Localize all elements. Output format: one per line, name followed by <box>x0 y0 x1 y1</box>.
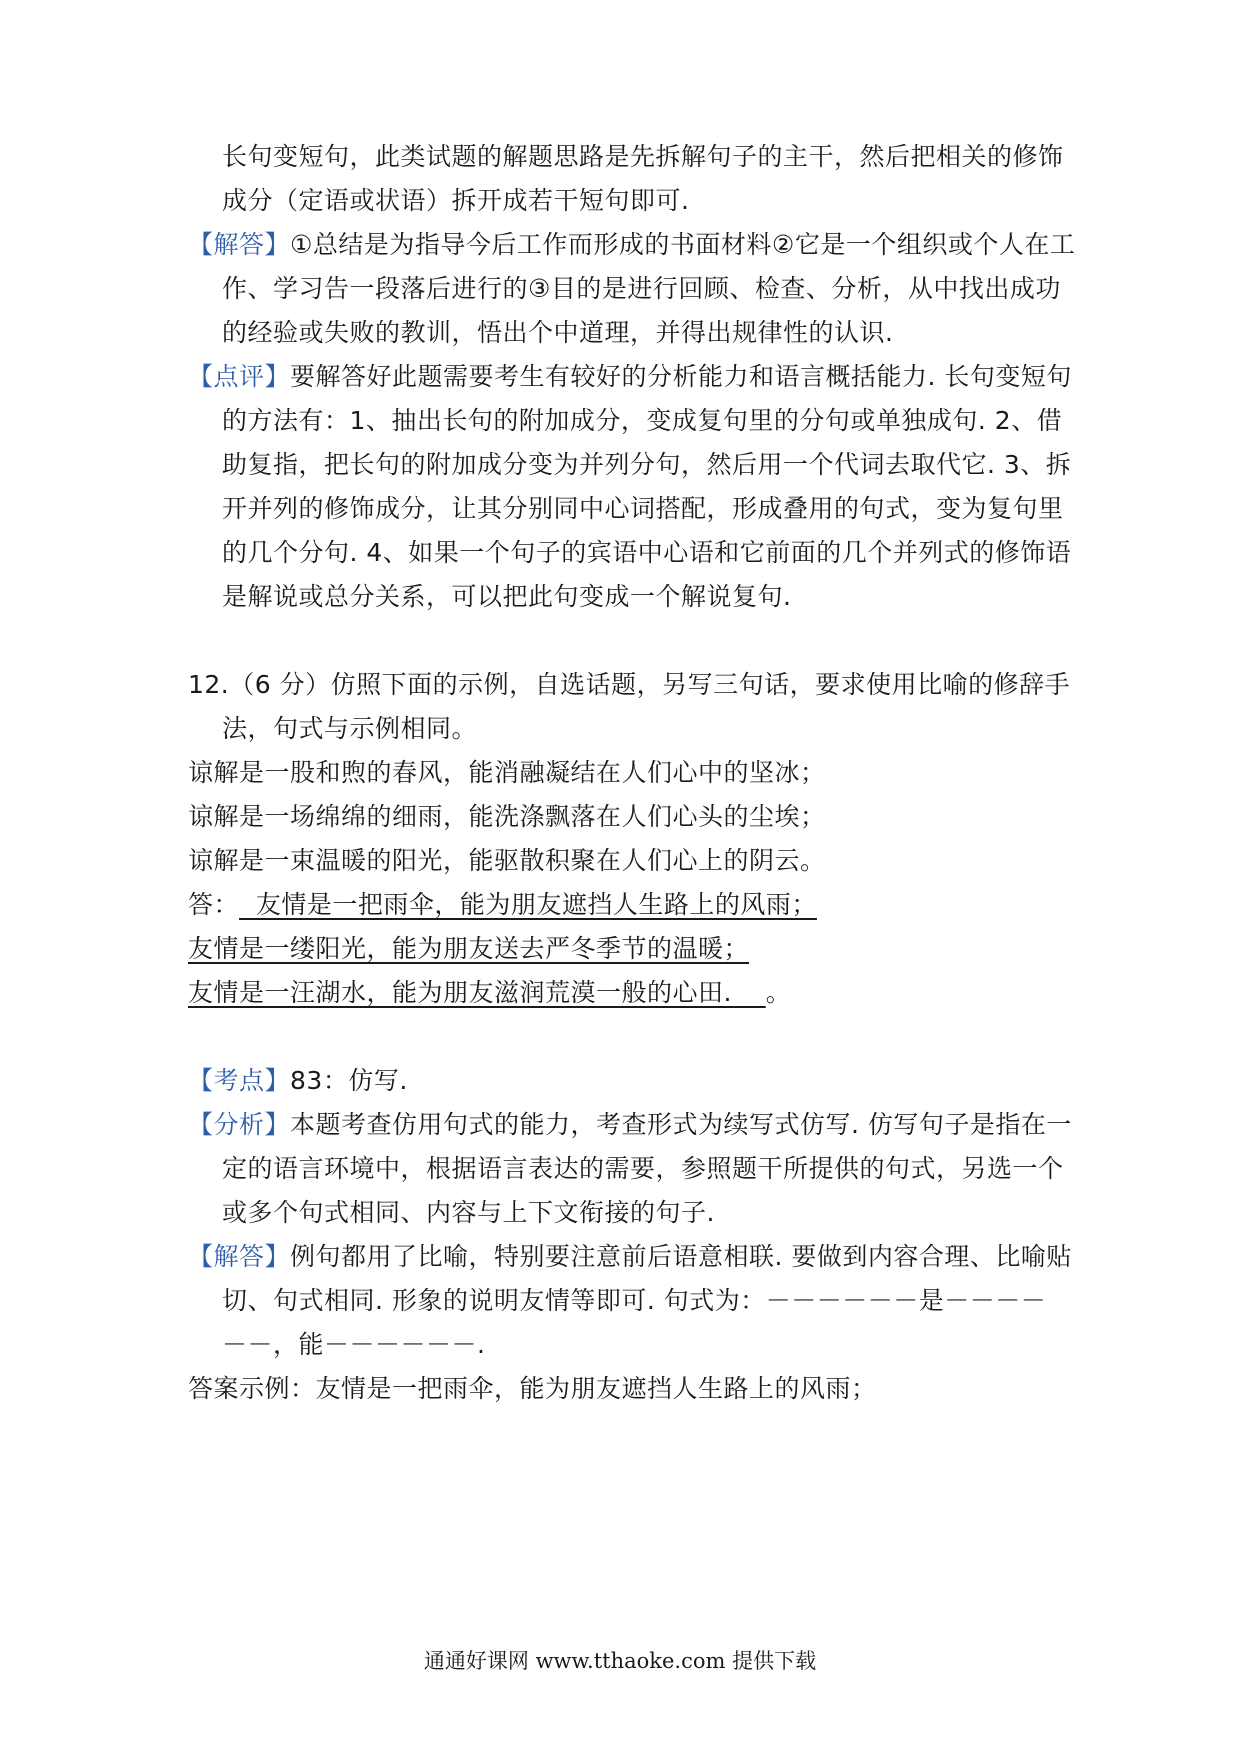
answer-prev-line: 作、学习告一段落后进行的③目的是进行回顾、检查、分析，从中找出成功 <box>222 274 1061 303</box>
answer-underlined: 友情是一汪湖水，能为朋友滋润荒漠一般的心田. <box>188 978 766 1007</box>
answer-tag: 【解答】 <box>188 230 291 259</box>
answer-underlined: 友情是一把雨伞，能为朋友遮挡人生路上的风雨； <box>239 890 817 919</box>
question-stem: 12.（6 分）仿照下面的示例，自选话题，另写三句话，要求使用比喻的修辞手 <box>188 670 1071 699</box>
answer-prev-line: 的经验或失败的教训，悟出个中道理，并得出规律性的认识. <box>222 318 894 347</box>
answer-underlined: 友情是一缕阳光，能为朋友送去严冬季节的温暖； <box>188 934 750 963</box>
answer-tag: 【解答】 <box>188 1242 291 1271</box>
example-sentence: 谅解是一股和煦的春风，能消融凝结在人们心中的坚冰； <box>188 758 826 787</box>
analysis-text: 本题考查仿用句式的能力，考查形式为续写式仿写. 仿写句子是指在一 <box>290 1110 1072 1139</box>
answer-line: 切、句式相同. 形象的说明友情等即可. 句式为：－－－－－－是－－－－ <box>222 1286 1047 1315</box>
student-answer-line <box>188 888 817 922</box>
comment-line: 助复指，把长句的附加成分变为并列分句，然后用一个代词去取代它. 3、拆 <box>222 450 1072 479</box>
page-footer: 通通好课网 www.tthaoke.com 提供下载 <box>423 1649 817 1673</box>
example-sentence: 谅解是一束温暖的阳光，能驱散积聚在人们心上的阴云。 <box>188 846 826 875</box>
comment-text: 要解答好此题需要考生有较好的分析能力和语言概括能力. 长句变短句 <box>290 362 1072 391</box>
point-tag: 【考点】 <box>188 1066 291 1095</box>
comment-line: 开并列的修饰成分，让其分别同中心词搭配，形成叠用的句式，变为复句里 <box>222 494 1064 523</box>
answer-example: 答案示例：友情是一把雨伞，能为朋友遮挡人生路上的风雨； <box>188 1374 877 1403</box>
answer-text: 例句都用了比喻，特别要注意前后语意相联. 要做到内容合理、比喻贴 <box>290 1242 1072 1271</box>
analysis-tag: 【分析】 <box>188 1110 291 1139</box>
point-text: 83：仿写. <box>290 1066 408 1095</box>
point-line <box>188 1064 408 1098</box>
analysis-line <box>188 1108 1072 1142</box>
analysis-line: 定的语言环境中，根据语言表达的需要，参照题干所提供的句式，另选一个 <box>222 1154 1064 1183</box>
student-answer-line <box>188 976 791 1010</box>
answer-line <box>188 1240 1072 1274</box>
comment-line: 是解说或总分关系，可以把此句变成一个解说复句. <box>222 582 792 611</box>
answer-prev-line <box>188 228 1075 262</box>
answer-line: －－，能－－－－－－. <box>222 1330 486 1359</box>
comment-tag: 【点评】 <box>188 362 291 391</box>
analysis-prev-line: 长句变短句，此类试题的解题思路是先拆解句子的主干，然后把相关的修饰 <box>222 142 1064 171</box>
answer-end: 。 <box>765 978 792 1007</box>
analysis-line: 或多个句式相同、内容与上下文衔接的句子. <box>222 1198 715 1227</box>
answer-text: ①总结是为指导今后工作而形成的书面材料②它是一个组织或个人在工 <box>290 230 1076 259</box>
comment-line: 的方法有：1、抽出长句的附加成分，变成复句里的分句或单独成句. 2、借 <box>222 406 1063 435</box>
answer-label: 答： <box>188 890 240 919</box>
example-sentence: 谅解是一场绵绵的细雨，能洗涤飘落在人们心头的尘埃； <box>188 802 826 831</box>
comment-line: 的几个分句. 4、如果一个句子的宾语中心语和它前面的几个并列式的修饰语 <box>222 538 1072 567</box>
question-stem: 法，句式与示例相同。 <box>222 714 478 743</box>
comment-line <box>188 360 1072 394</box>
student-answer-line <box>188 932 749 966</box>
analysis-prev-line: 成分（定语或状语）拆开成若干短句即可. <box>222 186 690 215</box>
